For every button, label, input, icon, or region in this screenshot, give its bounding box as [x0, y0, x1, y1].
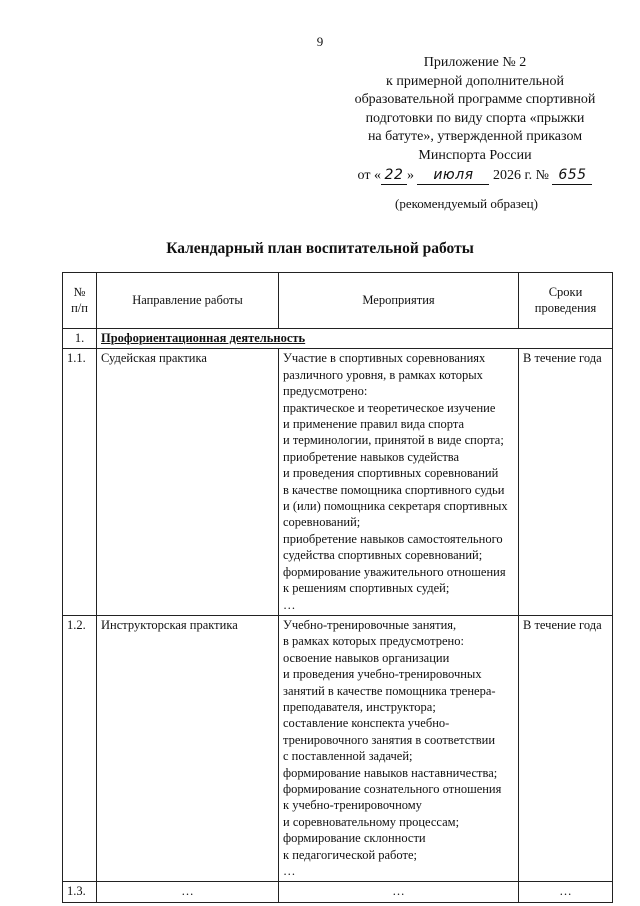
row-num: 1.3. [63, 882, 97, 902]
table-row [63, 349, 613, 616]
appendix-header [335, 54, 615, 185]
appendix-line: к примерной дополнительной [386, 73, 564, 89]
activity-line: приобретение навыков самостоятельного [283, 531, 503, 546]
header-terms: Сроки проведения [519, 273, 613, 329]
sample-note: (рекомендуемый образец) [395, 196, 538, 211]
activity-line: … [283, 864, 296, 878]
section-row [63, 329, 613, 349]
page-number: 9 [316, 34, 324, 49]
order-date-line [335, 166, 615, 186]
section-num: 1. [63, 329, 97, 349]
row-terms: В течение года [519, 349, 613, 616]
activity-line: практическое и теоретическое изучение [283, 400, 496, 415]
document-title: Календарный план воспитательной работы [166, 240, 474, 257]
plan-table [62, 272, 613, 903]
row-activities [279, 349, 519, 616]
activity-line: в качестве помощника спортивного судьи [283, 482, 505, 497]
row-terms: В течение года [519, 615, 613, 882]
appendix-line: подготовки по виду спорта «прыжки [365, 110, 585, 126]
activity-line: предусмотрено: [283, 384, 368, 399]
appendix-line: на батуте», утвержденной приказом [367, 129, 583, 145]
appendix-line: Приложение № 2 [423, 55, 527, 70]
row-direction: Инструкторская практика [97, 615, 279, 882]
activity-line: судейства спортивных соревнований; [283, 548, 483, 563]
activity-line: и соревновательному процессам; [283, 814, 460, 829]
row-direction: Судейская практика [97, 349, 279, 616]
header-num: № п/п [63, 273, 97, 329]
activity-line: различного уровня, в рамках которых [283, 367, 483, 382]
activity-line: тренировочного занятия в соответствии [283, 732, 496, 747]
order-year: 2026 г. № [492, 167, 549, 183]
appendix-line: образовательной программе спортивной [354, 92, 596, 108]
activity-line: освоение навыков организации [283, 650, 450, 665]
activity-line: занятий в качестве помощника тренера- [283, 683, 496, 698]
activity-line: к учебно-тренировочному [283, 798, 422, 813]
header-activities: Мероприятия [279, 273, 519, 329]
activity-line: в рамках которых предусмотрено: [283, 634, 464, 649]
row-activities: … [279, 882, 519, 902]
order-number-handwritten: 655 [552, 166, 592, 186]
row-activities [279, 615, 519, 882]
row-num: 1.2. [63, 615, 97, 882]
row-num: 1.1. [63, 349, 97, 616]
appendix-line: Минспорта России [418, 147, 532, 163]
activity-line: составление конспекта учебно- [283, 716, 450, 731]
activity-line: и (или) помощника секретаря спортивных [283, 499, 508, 514]
order-middle: » [406, 167, 414, 183]
table-row [63, 615, 613, 882]
header-direction: Направление работы [97, 273, 279, 329]
section-title: Профориентационная деятельность [97, 329, 613, 349]
order-day-handwritten: 22 [381, 166, 407, 186]
activity-line: и терминологии, принятой в виде спорта; [283, 433, 504, 448]
activity-line: и проведения спортивных соревнований [283, 466, 499, 481]
activity-line: к решениям спортивных судей; [283, 581, 450, 596]
activity-line: приобретение навыков судейства [283, 449, 460, 464]
table-header-row [63, 273, 613, 329]
activity-line: формирование склонности [283, 831, 426, 846]
activity-line: преподавателя, инструктора; [283, 699, 436, 714]
activity-line: к педагогической работе; [283, 847, 417, 862]
activity-line: соревнований; [283, 515, 361, 530]
order-prefix: от « [357, 167, 381, 183]
table-row [63, 882, 613, 902]
activity-line: Участие в спортивных соревнованиях [283, 351, 486, 366]
activity-line: формирование навыков наставничества; [283, 765, 498, 780]
row-terms: … [519, 882, 613, 902]
row-direction: … [97, 882, 279, 902]
activity-line: и применение правил вида спорта [283, 417, 464, 432]
activity-line: Учебно-тренировочные занятия, [283, 617, 457, 632]
activity-line: формирование сознательного отношения [283, 781, 502, 796]
activity-line: с поставленной задачей; [283, 749, 413, 764]
activity-line: и проведения учебно-тренировочных [283, 667, 482, 682]
activity-line: формирование уважительного отношения [283, 564, 506, 579]
order-month-handwritten: июля [417, 166, 489, 186]
activity-line: … [283, 597, 296, 612]
